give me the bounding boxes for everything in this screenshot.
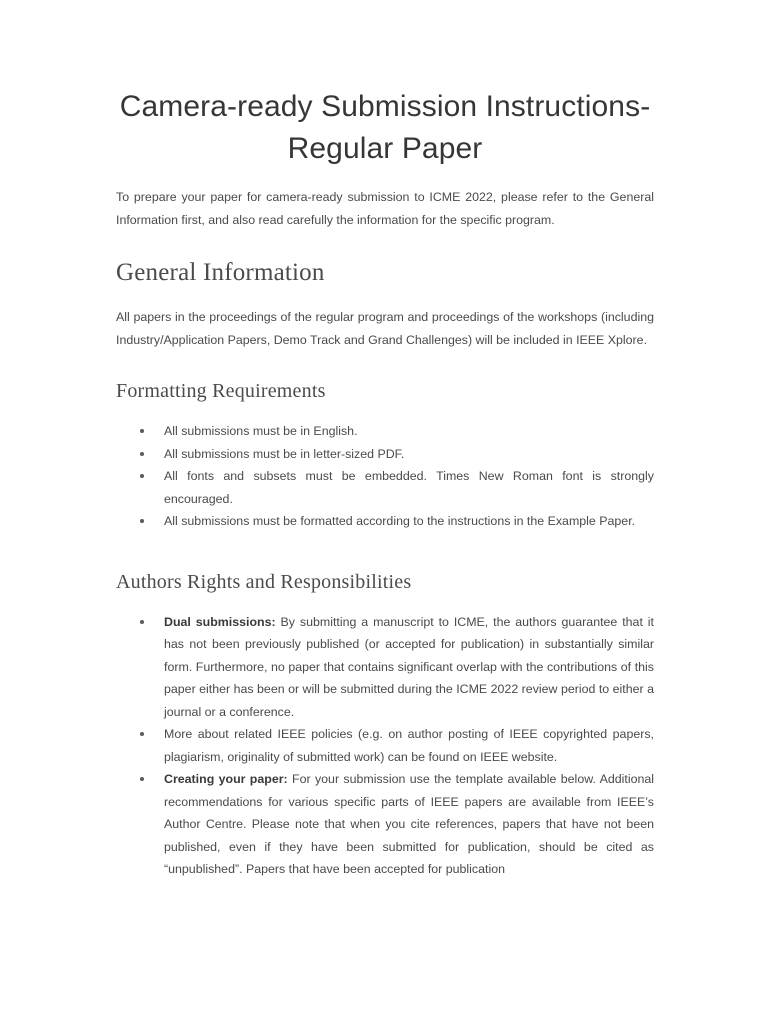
list-item [116, 443, 654, 466]
list-item-text: By submitting a manuscript to ICME, the authors guarantee that it has not been previously published (or accepted for publication) in substantially similar form. Furthermore, no paper that contains significant overlap with the contributions of this paper either has been or will be submitted during the ICME 2022 review period to either a journal or a conference. [164, 614, 654, 719]
general-information-paragraph: All papers in the proceedings of the regular program and proceedings of the workshops (including Industry/Application Papers, Demo Track and Grand Challenges) will be included in IEEE Xplore. [116, 310, 654, 347]
list-item-text: For your submission use the template available below. Additional recommendations for various specific parts of IEEE papers are available from IEEE’s Author Centre. Please note that when you cite references, papers that have not been published, even if they have been submitted for publication, should be cited as “unpublished”. Papers that have been accepted for publication [164, 772, 654, 876]
list-item-text: All fonts and subsets must be embedded. Times New Roman font is strongly encouraged. [164, 469, 654, 506]
bullet-dot-icon [140, 732, 144, 736]
bullet-dot-icon [140, 474, 144, 478]
page-title: Camera-ready Submission Instructions-Regular Paper [119, 90, 651, 165]
section-heading-formatting-requirements: Formatting Requirements [116, 380, 326, 402]
list-item [116, 611, 654, 724]
bullet-dot-icon [140, 620, 144, 624]
list-item-lead: Dual submissions: [164, 614, 276, 629]
list-item-text: All submissions must be in letter-sized PDF. [164, 446, 405, 461]
list-item-text: All submissions must be formatted according to the instructions in the Example Paper. [164, 514, 636, 528]
list-item [116, 768, 654, 881]
list-item [116, 420, 654, 443]
list-item [116, 510, 654, 533]
section-heading-authors-rights: Authors Rights and Responsibilities [116, 570, 412, 593]
spacer [116, 559, 654, 569]
list-item [116, 723, 654, 768]
authors-rights-list [116, 611, 654, 881]
section-heading-general-information: General Information [116, 259, 325, 286]
intro-paragraph: To prepare your paper for camera-ready submission to ICME 2022, please refer to the General Information first, and also read carefully the information for the specific program. [116, 190, 654, 227]
list-item-text: All submissions must be in English. [164, 424, 358, 438]
formatting-requirements-list [116, 420, 654, 533]
list-item-text: More about related IEEE policies (e.g. on author posting of IEEE copyrighted papers, plagiarism, originality of submitted work) can be found on IEEE website. [164, 727, 654, 764]
bullet-dot-icon [140, 452, 144, 456]
list-item [116, 465, 654, 510]
list-item-lead: Creating your paper: [164, 772, 288, 786]
bullet-dot-icon [140, 777, 144, 781]
bullet-dot-icon [140, 519, 144, 523]
bullet-dot-icon [140, 429, 144, 433]
